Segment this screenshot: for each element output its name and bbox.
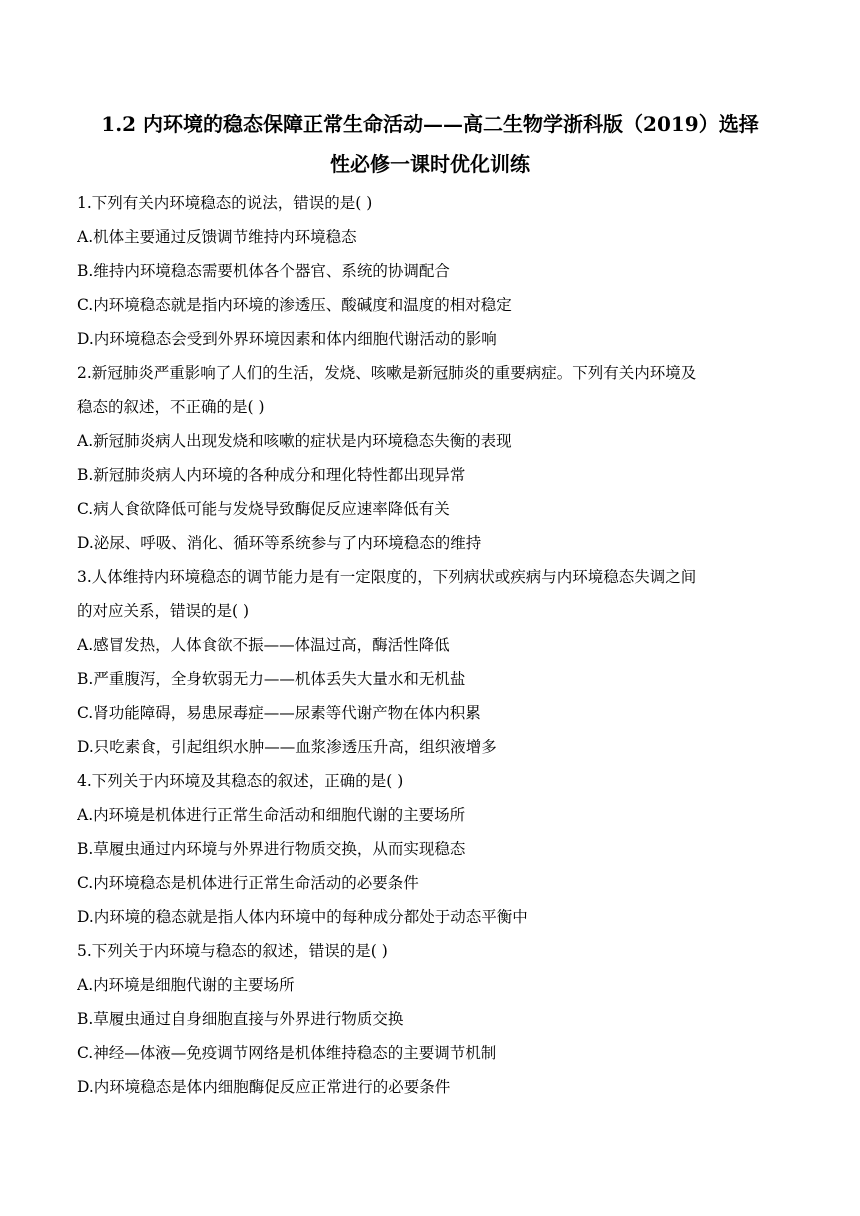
question-stem: 2.新冠肺炎严重影响了人们的生活，发烧、咳嗽是新冠肺炎的重要病症。下列有关内环境及 — [77, 364, 697, 382]
option-a: A.新冠肺炎病人出现发烧和咳嗽的症状是内环境稳态失衡的表现 — [77, 432, 512, 450]
question-stem-continued: 的对应关系，错误的是( ) — [77, 602, 250, 620]
option-d: D.泌尿、呼吸、消化、循环等系统参与了内环境稳态的维持 — [77, 534, 482, 552]
option-a: A.内环境是机体进行正常生命活动和细胞代谢的主要场所 — [77, 806, 466, 824]
question-4 — [77, 764, 783, 934]
option-d: D.内环境稳态是体内细胞酶促反应正常进行的必要条件 — [77, 1078, 451, 1096]
question-stem: 3.人体维持内环境稳态的调节能力是有一定限度的，下列病状或疾病与内环境稳态失调之间 — [77, 568, 697, 586]
question-2 — [77, 356, 783, 560]
option-c: C.内环境稳态是机体进行正常生命活动的必要条件 — [77, 874, 419, 892]
option-c: C.内环境稳态就是指内环境的渗透压、酸碱度和温度的相对稳定 — [77, 296, 512, 314]
document-title — [77, 104, 783, 184]
option-b: B.草履虫通过内环境与外界进行物质交换，从而实现稳态 — [77, 840, 466, 858]
question-1 — [77, 186, 783, 356]
title-line-1: 1.2 内环境的稳态保障正常生命活动——高二生物学浙科版（2019）选择 — [101, 112, 759, 136]
question-3 — [77, 560, 783, 764]
document-page — [77, 104, 783, 1104]
option-d: D.内环境稳态会受到外界环境因素和体内细胞代谢活动的影响 — [77, 330, 497, 348]
title-line-2: 性必修一课时优化训练 — [330, 152, 530, 176]
option-d: D.只吃素食，引起组织水肿——血浆渗透压升高，组织液增多 — [77, 738, 497, 756]
question-stem: 4.下列关于内环境及其稳态的叙述，正确的是( ) — [77, 772, 404, 790]
option-b: B.严重腹泻，全身软弱无力——机体丢失大量水和无机盐 — [77, 670, 466, 688]
option-b: B.维持内环境稳态需要机体各个器官、系统的协调配合 — [77, 262, 450, 280]
option-b: B.草履虫通过自身细胞直接与外界进行物质交换 — [77, 1010, 404, 1028]
option-a: A.内环境是细胞代谢的主要场所 — [77, 976, 295, 994]
option-c: C.病人食欲降低可能与发烧导致酶促反应速率降低有关 — [77, 500, 450, 518]
question-stem-continued: 稳态的叙述，不正确的是( ) — [77, 398, 265, 416]
option-a: A.机体主要通过反馈调节维持内环境稳态 — [77, 228, 357, 246]
option-c: C.肾功能障碍，易患尿毒症——尿素等代谢产物在体内积累 — [77, 704, 481, 722]
option-b: B.新冠肺炎病人内环境的各种成分和理化特性都出现异常 — [77, 466, 466, 484]
question-stem: 1.下列有关内环境稳态的说法，错误的是( ) — [77, 194, 373, 212]
option-a: A.感冒发热，人体食欲不振——体温过高，酶活性降低 — [77, 636, 450, 654]
question-5 — [77, 934, 783, 1104]
option-d: D.内环境的稳态就是指人体内环境中的每种成分都处于动态平衡中 — [77, 908, 528, 926]
question-stem: 5.下列关于内环境与稳态的叙述，错误的是( ) — [77, 942, 388, 960]
option-c: C.神经—体液—免疫调节网络是机体维持稳态的主要调节机制 — [77, 1044, 497, 1062]
